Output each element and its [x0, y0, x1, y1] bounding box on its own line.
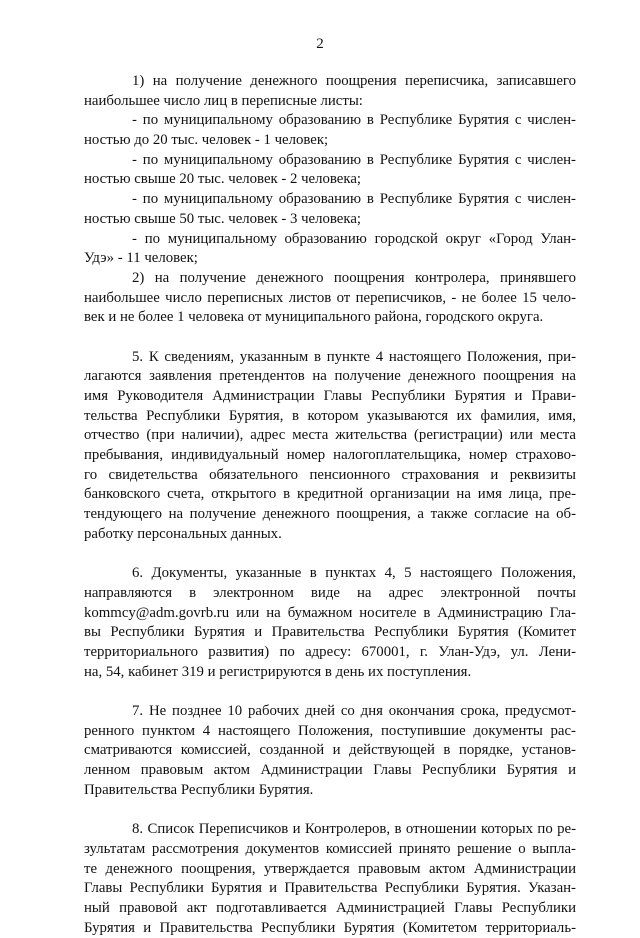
paragraph-spacer [84, 328, 576, 348]
text-line: ренного пунктом 4 настоящего Положения, поступившие документы рас- [84, 722, 576, 739]
text-line: ностью свыше 50 тыс. человек - 3 человека; [84, 210, 362, 227]
text-line: - по муниципальному образованию в Республике Бурятия с числен- [132, 191, 576, 208]
text-line: наибольшее число лиц в переписные листы: [84, 92, 363, 109]
text-line: - по муниципальному образованию в Республике Бурятия с числен- [132, 151, 576, 168]
paragraph-spacer [84, 800, 576, 820]
text-line: 8. Список Переписчиков и Контролеров, в отношении которых по ре- [132, 821, 576, 838]
paragraph-5 [84, 348, 576, 545]
text-line: работку персональных данных. [84, 525, 282, 542]
text-line: kommcy@adm.govrb.ru или на бумажном носителе в Администрацию Гла- [84, 604, 576, 621]
text-line: ностью свыше 20 тыс. человек - 2 человека; [84, 171, 362, 188]
text-line: Правительства Республики Бурятия. [84, 781, 314, 798]
paragraph-spacer [84, 682, 576, 702]
text-line: тельства Республики Бурятия, в котором указываются их фамилия, имя, [84, 407, 576, 424]
text-line: Главы Республики Бурятия и Правительства Республики Бурятия. Указан- [84, 880, 576, 897]
text-line: Бурятия и Правительства Республики Бурятия (Комитетом территориаль- [84, 919, 576, 936]
text-line: вы Республики Бурятия и Правительства Республики Бурятия (Комитет [84, 624, 576, 641]
text-line: на, 54, кабинет 319 и регистрируются в день их поступления. [84, 663, 472, 680]
text-line: ностью до 20 тыс. человек - 1 человек; [84, 132, 329, 149]
text-line: 7. Не позднее 10 рабочих дней со дня окончания срока, предусмот- [132, 703, 576, 719]
text-line: зультатам рассмотрения документов комиссией принято решение о выпла- [84, 840, 576, 857]
text-line: сматриваются комиссией, созданной и действующей в порядке, установ- [84, 742, 576, 759]
text-line: тендующего на получение денежного поощрения, а также согласие на об- [84, 506, 576, 523]
text-line: 2) на получение денежного поощрения контролера, принявшего [132, 269, 576, 286]
text-line: лагаются заявления претендентов на получение денежного поощрения на [84, 368, 576, 385]
paragraph-7 [84, 702, 576, 800]
text-line: 6. Документы, указанные в пунктах 4, 5 настоящего Положения, [132, 565, 576, 582]
text-line: век и не более 1 человека от муниципального района, городского округа. [84, 309, 544, 326]
text-line: наибольшее число переписных листов от переписчиков, - не более 15 чело- [84, 289, 576, 306]
document-body [84, 72, 576, 938]
text-line: банковского счета, открытого в кредитной организации на имя лица, пре- [84, 486, 576, 503]
paragraph-award-criteria [84, 72, 576, 328]
paragraph-spacer [84, 545, 576, 565]
text-line: ленном правовым актом Администрации Главы Республики Бурятия и [84, 762, 576, 779]
text-line: направляются в электронном виде на адрес электронной почты [84, 584, 576, 601]
text-line: пребывания, индивидуальный номер налогоплательщика, номер страхово- [84, 447, 576, 464]
text-line: 5. К сведениям, указанным в пункте 4 настоящего Положения, при- [132, 348, 576, 365]
text-line: - по муниципальному образованию в Республике Бурятия с числен- [132, 112, 576, 129]
text-line: - по муниципальному образованию городской округ «Город Улан- [132, 230, 576, 247]
paragraph-8 [84, 820, 576, 938]
text-line: Удэ» - 11 человек; [84, 250, 198, 267]
text-line: территориального развития) по адресу: 670001, г. Улан-Удэ, ул. Лени- [84, 643, 576, 660]
page-number: 2 [316, 36, 324, 52]
text-line: 1) на получение денежного поощрения переписчика, записавшего [132, 73, 576, 89]
text-line: ный правовой акт подготавливается Администрацией Главы Республики [84, 899, 576, 916]
text-line: го свидетельства обязательного пенсионного страхования и реквизиты [84, 466, 576, 483]
paragraph-6 [84, 564, 576, 682]
text-line: те денежного поощрения, утверждается правовым актом Администрации [84, 860, 576, 877]
text-line: отчество (при наличии), адрес места жительства (регистрации) или места [84, 427, 576, 444]
text-line: имя Руководителя Администрации Главы Республики Бурятия и Прави- [84, 388, 576, 404]
